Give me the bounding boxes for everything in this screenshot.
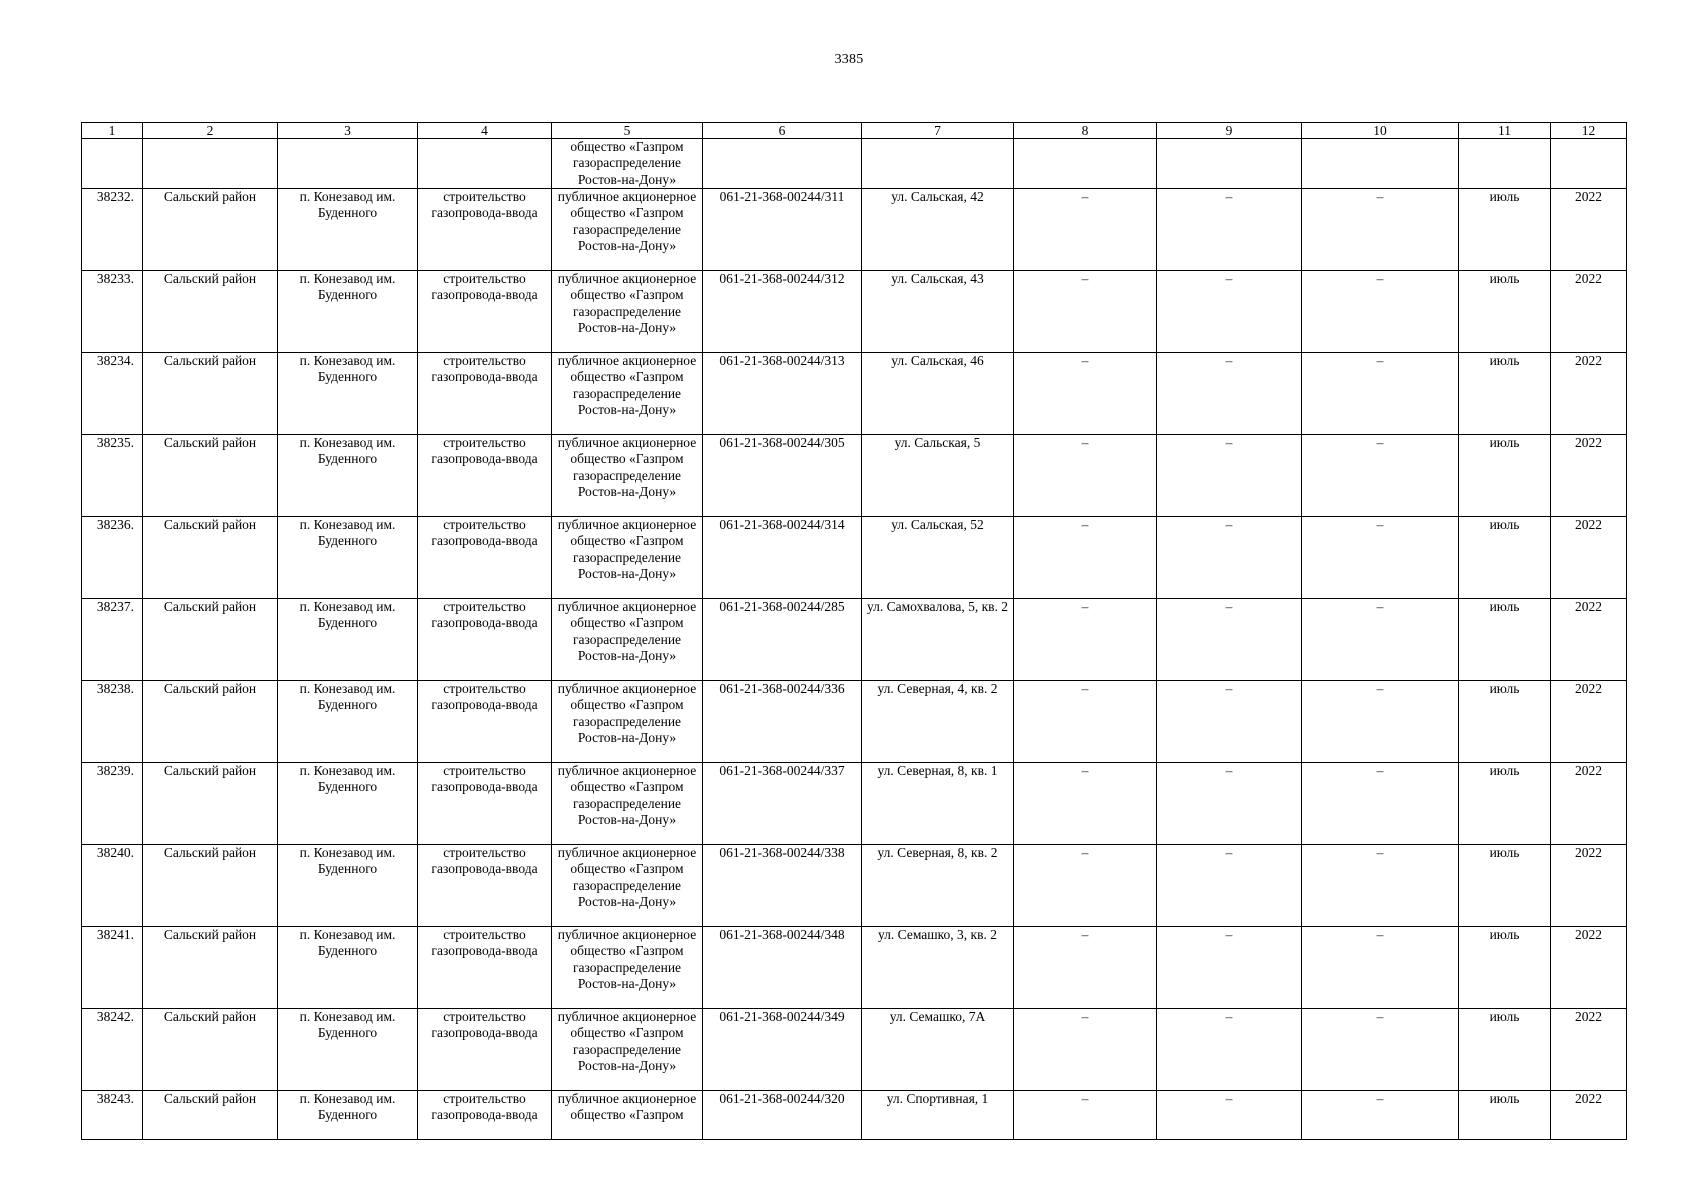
month-cell: июль	[1459, 517, 1551, 599]
registry-code-cell: 061-21-368-00244/311	[703, 189, 862, 271]
settlement-cell: п. Конезавод им. Буденного	[278, 1091, 418, 1140]
work-type-cell: строительство газопровода-ввода	[418, 271, 552, 353]
empty-cell	[1459, 139, 1551, 189]
organization-cell: публичное акционерное общество «Газпром газораспределение Ростов-на-Дону»	[552, 599, 703, 681]
settlement-cell: п. Конезавод им. Буденного	[278, 517, 418, 599]
district-cell: Сальский район	[143, 763, 278, 845]
column-8-cell: –	[1014, 1009, 1157, 1091]
work-type-cell: строительство газопровода-ввода	[418, 927, 552, 1009]
district-cell: Сальский район	[143, 517, 278, 599]
row-number-cell: 38243.	[82, 1091, 143, 1140]
registry-code-cell: 061-21-368-00244/349	[703, 1009, 862, 1091]
district-cell: Сальский район	[143, 927, 278, 1009]
organization-cell: публичное акционерное общество «Газпром газораспределение Ростов-на-Дону»	[552, 681, 703, 763]
row-number-cell: 38232.	[82, 189, 143, 271]
column-8-cell: –	[1014, 353, 1157, 435]
district-cell: Сальский район	[143, 353, 278, 435]
row-number-cell: 38239.	[82, 763, 143, 845]
registry-code-cell: 061-21-368-00244/320	[703, 1091, 862, 1140]
month-cell: июль	[1459, 845, 1551, 927]
table-row	[82, 763, 1627, 845]
column-9-cell: –	[1157, 927, 1302, 1009]
table-row	[82, 1091, 1627, 1140]
organization-cell: публичное акционерное общество «Газпром газораспределение Ростов-на-Дону»	[552, 1009, 703, 1091]
settlement-cell: п. Конезавод им. Буденного	[278, 353, 418, 435]
organization-cell: публичное акционерное общество «Газпром газораспределение Ростов-на-Дону»	[552, 435, 703, 517]
year-cell: 2022	[1551, 435, 1627, 517]
column-10-cell: –	[1302, 271, 1459, 353]
work-type-cell: строительство газопровода-ввода	[418, 353, 552, 435]
district-cell: Сальский район	[143, 1091, 278, 1140]
month-cell: июль	[1459, 763, 1551, 845]
district-cell: Сальский район	[143, 599, 278, 681]
empty-cell	[703, 139, 862, 189]
district-cell: Сальский район	[143, 435, 278, 517]
month-cell: июль	[1459, 435, 1551, 517]
empty-cell	[862, 139, 1014, 189]
column-number: 6	[703, 123, 862, 139]
column-8-cell: –	[1014, 435, 1157, 517]
column-9-cell: –	[1157, 517, 1302, 599]
column-8-cell: –	[1014, 763, 1157, 845]
table-row	[82, 353, 1627, 435]
settlement-cell: п. Конезавод им. Буденного	[278, 681, 418, 763]
column-number: 7	[862, 123, 1014, 139]
column-number: 10	[1302, 123, 1459, 139]
table-row	[82, 599, 1627, 681]
empty-cell	[143, 139, 278, 189]
address-cell: ул. Сальская, 42	[862, 189, 1014, 271]
address-cell: ул. Сальская, 52	[862, 517, 1014, 599]
empty-cell	[1157, 139, 1302, 189]
table-row	[82, 517, 1627, 599]
registry-code-cell: 061-21-368-00244/338	[703, 845, 862, 927]
address-cell: ул. Сальская, 46	[862, 353, 1014, 435]
empty-cell	[82, 139, 143, 189]
column-number: 1	[82, 123, 143, 139]
column-8-cell: –	[1014, 517, 1157, 599]
district-cell: Сальский район	[143, 1009, 278, 1091]
month-cell: июль	[1459, 1091, 1551, 1140]
settlement-cell: п. Конезавод им. Буденного	[278, 763, 418, 845]
column-8-cell: –	[1014, 1091, 1157, 1140]
month-cell: июль	[1459, 353, 1551, 435]
column-9-cell: –	[1157, 271, 1302, 353]
continuation-row	[82, 139, 1627, 189]
work-type-cell: строительство газопровода-ввода	[418, 599, 552, 681]
column-number: 9	[1157, 123, 1302, 139]
column-9-cell: –	[1157, 353, 1302, 435]
registry-code-cell: 061-21-368-00244/336	[703, 681, 862, 763]
empty-cell	[1302, 139, 1459, 189]
column-10-cell: –	[1302, 927, 1459, 1009]
column-10-cell: –	[1302, 353, 1459, 435]
column-8-cell: –	[1014, 927, 1157, 1009]
organization-cell: общество «Газпром газораспределение Ростов-на-Дону»	[552, 139, 703, 189]
year-cell: 2022	[1551, 681, 1627, 763]
column-9-cell: –	[1157, 1091, 1302, 1140]
empty-cell	[278, 139, 418, 189]
district-cell: Сальский район	[143, 189, 278, 271]
settlement-cell: п. Конезавод им. Буденного	[278, 271, 418, 353]
table-row	[82, 845, 1627, 927]
settlement-cell: п. Конезавод им. Буденного	[278, 1009, 418, 1091]
work-type-cell: строительство газопровода-ввода	[418, 435, 552, 517]
address-cell: ул. Самохвалова, 5, кв. 2	[862, 599, 1014, 681]
table-body	[82, 123, 1627, 1140]
address-cell: ул. Семашко, 7А	[862, 1009, 1014, 1091]
organization-cell: публичное акционерное общество «Газпром газораспределение Ростов-на-Дону»	[552, 271, 703, 353]
row-number-cell: 38235.	[82, 435, 143, 517]
column-9-cell: –	[1157, 763, 1302, 845]
registry-code-cell: 061-21-368-00244/305	[703, 435, 862, 517]
column-8-cell: –	[1014, 681, 1157, 763]
address-cell: ул. Спортивная, 1	[862, 1091, 1014, 1140]
column-number: 4	[418, 123, 552, 139]
registry-code-cell: 061-21-368-00244/314	[703, 517, 862, 599]
month-cell: июль	[1459, 927, 1551, 1009]
row-number-cell: 38241.	[82, 927, 143, 1009]
organization-cell: публичное акционерное общество «Газпром	[552, 1091, 703, 1140]
column-9-cell: –	[1157, 1009, 1302, 1091]
page-number: 3385	[834, 52, 864, 67]
column-8-cell: –	[1014, 271, 1157, 353]
month-cell: июль	[1459, 271, 1551, 353]
year-cell: 2022	[1551, 599, 1627, 681]
column-number: 11	[1459, 123, 1551, 139]
row-number-cell: 38233.	[82, 271, 143, 353]
year-cell: 2022	[1551, 189, 1627, 271]
organization-cell: публичное акционерное общество «Газпром газораспределение Ростов-на-Дону»	[552, 763, 703, 845]
column-number: 12	[1551, 123, 1627, 139]
empty-cell	[418, 139, 552, 189]
column-number: 2	[143, 123, 278, 139]
column-10-cell: –	[1302, 681, 1459, 763]
table-row	[82, 927, 1627, 1009]
organization-cell: публичное акционерное общество «Газпром газораспределение Ростов-на-Дону»	[552, 927, 703, 1009]
year-cell: 2022	[1551, 927, 1627, 1009]
work-type-cell: строительство газопровода-ввода	[418, 1091, 552, 1140]
table-row	[82, 681, 1627, 763]
registry-code-cell: 061-21-368-00244/337	[703, 763, 862, 845]
organization-cell: публичное акционерное общество «Газпром газораспределение Ростов-на-Дону»	[552, 353, 703, 435]
registry-table	[81, 122, 1627, 1140]
month-cell: июль	[1459, 681, 1551, 763]
column-number: 8	[1014, 123, 1157, 139]
year-cell: 2022	[1551, 845, 1627, 927]
column-8-cell: –	[1014, 845, 1157, 927]
column-9-cell: –	[1157, 435, 1302, 517]
work-type-cell: строительство газопровода-ввода	[418, 189, 552, 271]
year-cell: 2022	[1551, 1091, 1627, 1140]
column-10-cell: –	[1302, 189, 1459, 271]
column-number: 5	[552, 123, 703, 139]
year-cell: 2022	[1551, 763, 1627, 845]
organization-cell: публичное акционерное общество «Газпром газораспределение Ростов-на-Дону»	[552, 517, 703, 599]
column-number-row	[82, 123, 1627, 139]
year-cell: 2022	[1551, 271, 1627, 353]
address-cell: ул. Сальская, 43	[862, 271, 1014, 353]
registry-code-cell: 061-21-368-00244/312	[703, 271, 862, 353]
work-type-cell: строительство газопровода-ввода	[418, 517, 552, 599]
work-type-cell: строительство газопровода-ввода	[418, 1009, 552, 1091]
table-row	[82, 271, 1627, 353]
column-9-cell: –	[1157, 189, 1302, 271]
year-cell: 2022	[1551, 353, 1627, 435]
work-type-cell: строительство газопровода-ввода	[418, 763, 552, 845]
settlement-cell: п. Конезавод им. Буденного	[278, 435, 418, 517]
work-type-cell: строительство газопровода-ввода	[418, 681, 552, 763]
empty-cell	[1551, 139, 1627, 189]
work-type-cell: строительство газопровода-ввода	[418, 845, 552, 927]
address-cell: ул. Семашко, 3, кв. 2	[862, 927, 1014, 1009]
row-number-cell: 38240.	[82, 845, 143, 927]
year-cell: 2022	[1551, 1009, 1627, 1091]
row-number-cell: 38237.	[82, 599, 143, 681]
column-8-cell: –	[1014, 599, 1157, 681]
column-9-cell: –	[1157, 681, 1302, 763]
address-cell: ул. Сальская, 5	[862, 435, 1014, 517]
district-cell: Сальский район	[143, 271, 278, 353]
month-cell: июль	[1459, 189, 1551, 271]
settlement-cell: п. Конезавод им. Буденного	[278, 189, 418, 271]
row-number-cell: 38236.	[82, 517, 143, 599]
row-number-cell: 38242.	[82, 1009, 143, 1091]
column-number: 3	[278, 123, 418, 139]
column-8-cell: –	[1014, 189, 1157, 271]
organization-cell: публичное акционерное общество «Газпром газораспределение Ростов-на-Дону»	[552, 189, 703, 271]
table-row	[82, 189, 1627, 271]
settlement-cell: п. Конезавод им. Буденного	[278, 927, 418, 1009]
column-10-cell: –	[1302, 1009, 1459, 1091]
row-number-cell: 38238.	[82, 681, 143, 763]
organization-cell: публичное акционерное общество «Газпром газораспределение Ростов-на-Дону»	[552, 845, 703, 927]
month-cell: июль	[1459, 599, 1551, 681]
row-number-cell: 38234.	[82, 353, 143, 435]
address-cell: ул. Северная, 8, кв. 1	[862, 763, 1014, 845]
column-9-cell: –	[1157, 845, 1302, 927]
year-cell: 2022	[1551, 517, 1627, 599]
column-10-cell: –	[1302, 435, 1459, 517]
registry-code-cell: 061-21-368-00244/285	[703, 599, 862, 681]
column-10-cell: –	[1302, 517, 1459, 599]
column-9-cell: –	[1157, 599, 1302, 681]
table-row	[82, 435, 1627, 517]
settlement-cell: п. Конезавод им. Буденного	[278, 845, 418, 927]
district-cell: Сальский район	[143, 681, 278, 763]
registry-code-cell: 061-21-368-00244/313	[703, 353, 862, 435]
column-10-cell: –	[1302, 1091, 1459, 1140]
empty-cell	[1014, 139, 1157, 189]
column-10-cell: –	[1302, 845, 1459, 927]
table-row	[82, 1009, 1627, 1091]
address-cell: ул. Северная, 4, кв. 2	[862, 681, 1014, 763]
registry-code-cell: 061-21-368-00244/348	[703, 927, 862, 1009]
column-10-cell: –	[1302, 599, 1459, 681]
column-10-cell: –	[1302, 763, 1459, 845]
month-cell: июль	[1459, 1009, 1551, 1091]
address-cell: ул. Северная, 8, кв. 2	[862, 845, 1014, 927]
district-cell: Сальский район	[143, 845, 278, 927]
settlement-cell: п. Конезавод им. Буденного	[278, 599, 418, 681]
